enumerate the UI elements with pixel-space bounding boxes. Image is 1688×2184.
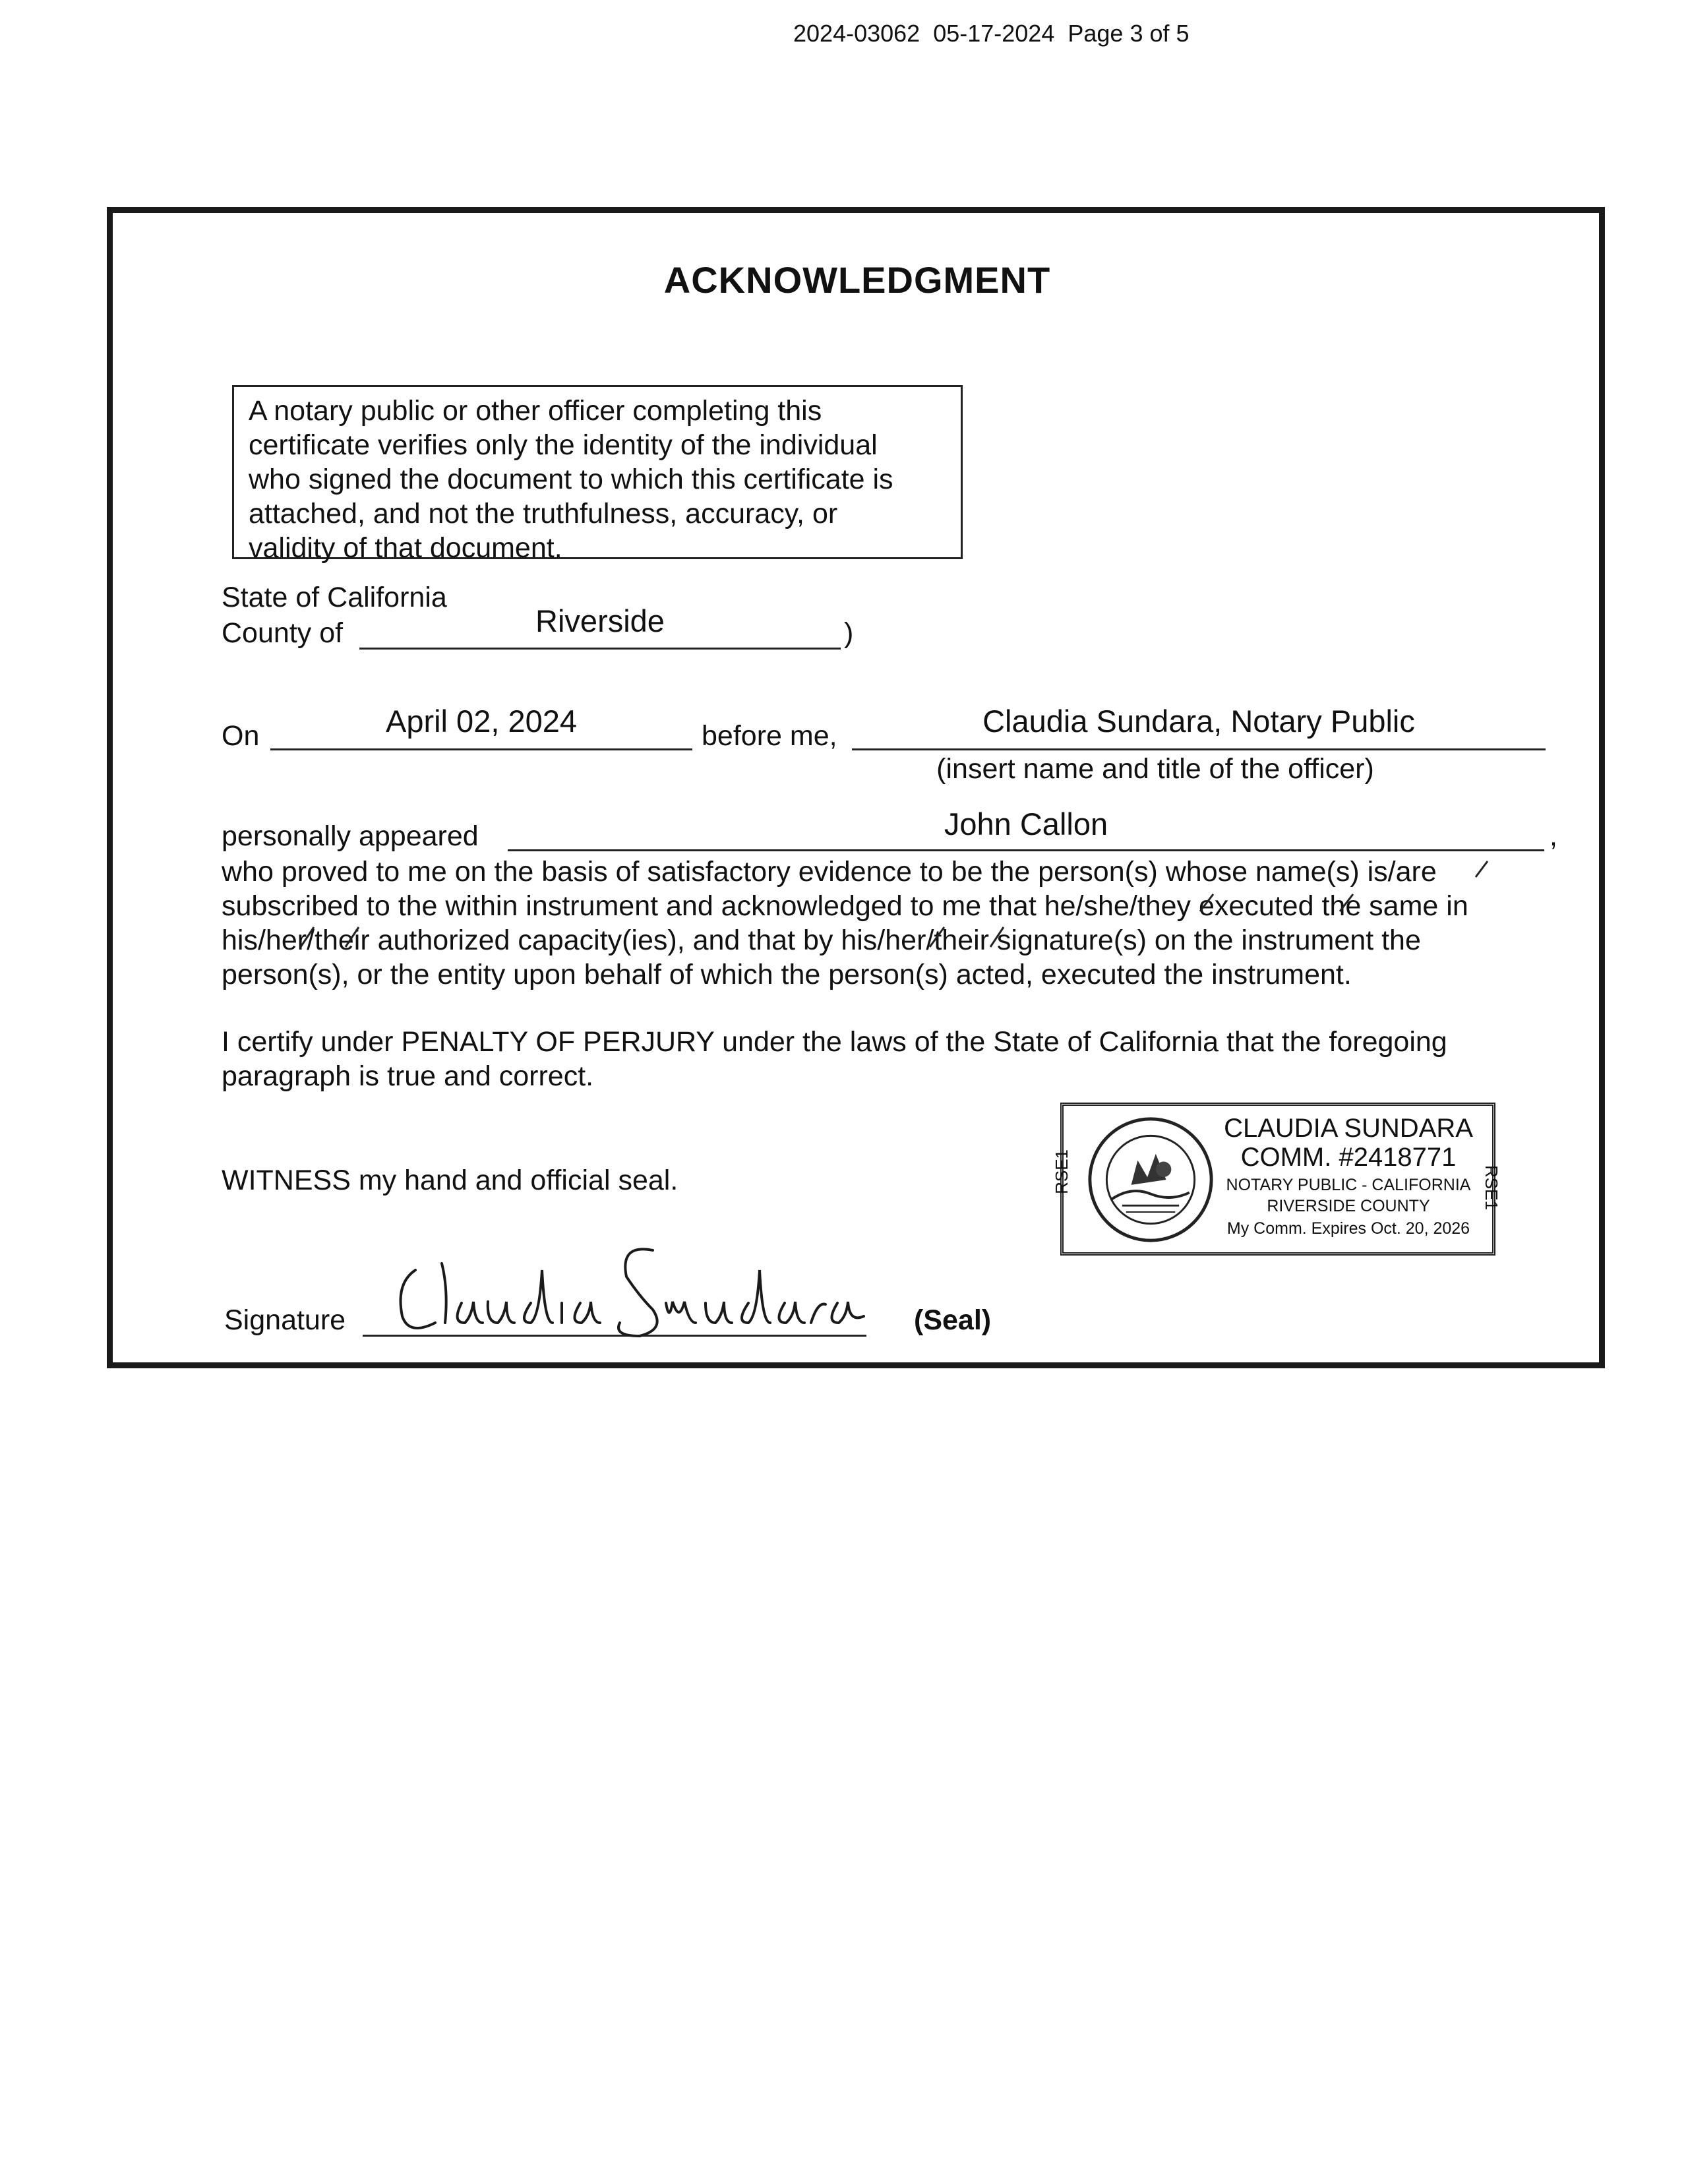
county-value: Riverside xyxy=(535,603,665,638)
form-title: ACKNOWLEDGMENT xyxy=(663,259,1051,301)
seal-label: (Seal) xyxy=(914,1304,992,1336)
county-paren: ) xyxy=(844,617,854,649)
stamp-county: RIVERSIDE COUNTY xyxy=(1267,1197,1430,1215)
page-number: Page 3 of 5 xyxy=(1068,20,1190,47)
notary-name: CLAUDIA SUNDARA xyxy=(1224,1114,1473,1143)
disclaimer-line: attached, and not the truthfulness, accuracy, or xyxy=(249,498,838,530)
disclaimer-line: who signed the document to which this certificate is xyxy=(249,464,893,495)
county-underline xyxy=(359,648,841,650)
on-label: On xyxy=(222,720,260,752)
witness-statement: WITNESS my hand and official seal. xyxy=(222,1165,678,1196)
state-label: State of California xyxy=(222,582,447,613)
commission-expiry: My Comm. Expires Oct. 20, 2026 xyxy=(1226,1219,1470,1238)
acknowledgment-paragraph xyxy=(222,855,1468,992)
disclaimer-line: validity of that document. xyxy=(249,532,562,564)
notary-stamp xyxy=(1052,1103,1501,1256)
date-underline xyxy=(270,748,692,750)
appeared-underline xyxy=(508,849,1544,851)
recording-date: 05-17-2024 xyxy=(933,20,1055,47)
appeared-value: John Callon xyxy=(944,806,1108,841)
certify-line: I certify under PENALTY OF PERJURY under the laws of the State of California that the foregoing xyxy=(222,1026,1447,1058)
paragraph-line: person(s), or the entity upon behalf of which the person(s) acted, executed the instrument. xyxy=(222,959,1352,990)
disclaimer-box xyxy=(232,385,963,564)
stamp-title: NOTARY PUBLIC - CALIFORNIA xyxy=(1226,1176,1471,1194)
paragraph-line: his/her/their authorized capacity(ies), and that by his/her/their signature(s) on the instrument the xyxy=(222,925,1421,956)
certify-paragraph xyxy=(222,1025,1447,1093)
document-id: 2024-03062 xyxy=(793,20,920,47)
appeared-label: personally appeared xyxy=(222,820,479,852)
stamp-side-code: RSE1 xyxy=(1482,1165,1501,1210)
document-header xyxy=(793,20,1190,47)
officer-hint: (insert name and title of the officer) xyxy=(936,753,1374,785)
handwritten-signature xyxy=(389,1224,877,1349)
paragraph-line: subscribed to the within instrument and acknowledged to me that he/she/they executed the same in xyxy=(222,890,1468,922)
appeared-comma: , xyxy=(1550,820,1557,852)
disclaimer-line: A notary public or other officer completing this xyxy=(249,395,822,427)
certify-line: paragraph is true and correct. xyxy=(222,1060,594,1092)
before-me-label: before me, xyxy=(702,720,837,752)
paragraph-line: who proved to me on the basis of satisfactory evidence to be the person(s) whose name(s) is/are xyxy=(222,856,1437,888)
commission-number: COMM. #2418771 xyxy=(1240,1143,1457,1172)
officer-value: Claudia Sundara, Notary Public xyxy=(982,704,1415,739)
california-seal-icon xyxy=(1086,1115,1215,1244)
date-value: April 02, 2024 xyxy=(385,704,578,739)
disclaimer-line: certificate verifies only the identity of the individual xyxy=(249,429,878,461)
stamp-side-code: RSE1 xyxy=(1052,1149,1071,1194)
county-label: County of xyxy=(222,617,344,649)
signature-label: Signature xyxy=(224,1304,346,1336)
officer-underline xyxy=(852,748,1546,750)
